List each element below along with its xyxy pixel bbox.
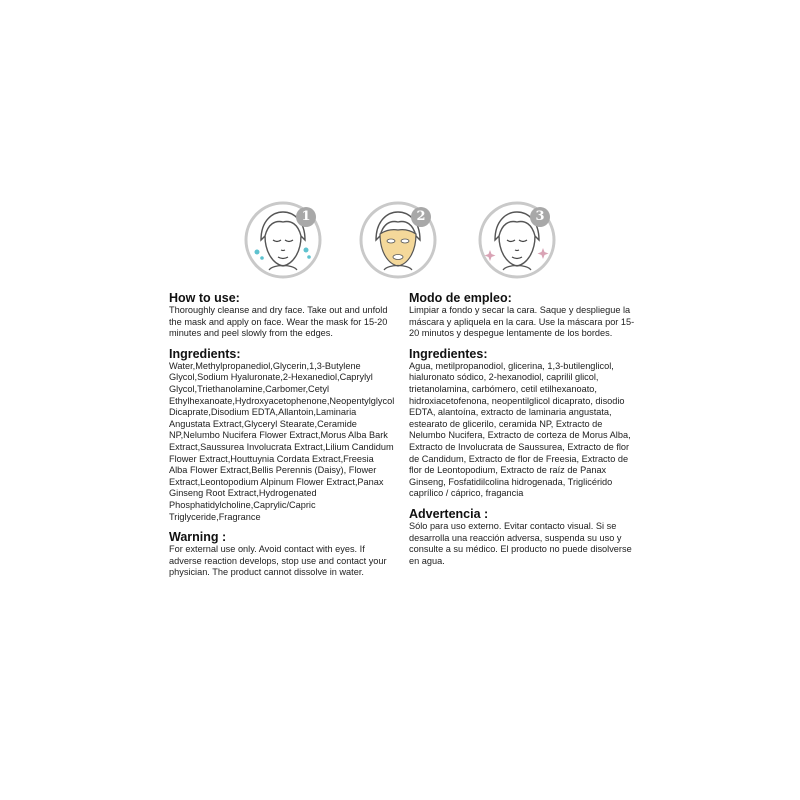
ingredientes-heading: Ingredientes: bbox=[409, 346, 488, 361]
ingredientes-section bbox=[409, 347, 639, 500]
modo-de-empleo-text: Limpiar a fondo y secar la cara. Saque y despliegue la máscara y apliquela en la cara. Use la máscara por 15-20 minutos y despegue lentamente de los bordes. bbox=[409, 305, 635, 339]
how-to-use-text: Thoroughly cleanse and dry face. Take out and unfold the mask and apply on face. Wear the mask for 15-20 minutes and peel slowly from the edges. bbox=[169, 305, 388, 339]
usage-steps bbox=[0, 200, 800, 280]
ingredientes-text: Agua, metilpropanodiol, glicerina, 1,3-butilenglicol, hialuronato sódico, 2-hexanodiol, caprilil glicol, trietanolamina, carbómero, cetil etilhexanoato, hidroxiacetofenona, neopentilglicol dicaprato, disodio EDTA, alantoína, extracto de laminaria angustata, estearato de glicerilo, ceramida NP, Extracto de Nelumbo Nucifera, Extracto de corteza de Morus Alba, Extracto de Involucrata de Saussurea, Extracto de flor de Candidum, Extracto de flor de Freesia, Extracto de flor de Leontopodium, Extracto de raíz de Panax Ginseng, Fosfatidilcolina hidrogenada, Triglicérido caprílico / cáprico, fragancia bbox=[409, 360, 631, 499]
how-to-use-section bbox=[169, 291, 394, 340]
step-2 bbox=[358, 200, 448, 280]
advertencia-heading: Advertencia : bbox=[409, 506, 489, 521]
warning-text: For external use only. Avoid contact with eyes. If adverse reaction develops, stop use and contact your physician. The product cannot dissolve in water. bbox=[169, 544, 387, 578]
advertencia-text: Sólo para uso externo. Evitar contacto visual. Si se desarrolla una reacción adversa, suspenda su uso y consulte a su médico. El producto no puede disolverse en agua. bbox=[409, 520, 632, 566]
step-number-badge: 1 bbox=[296, 207, 316, 227]
step-1 bbox=[243, 200, 333, 280]
ingredients-text: Water,Methylpropanediol,Glycerin,1,3-Butylene Glycol,Sodium Hyaluronate,2-Hexanediol,Caprylyl Glycol,Triethanolamine,Carbomer,Cetyl Ethylhexanoate,Hydroxyacetophenone,Neopentylglycol Dicaprate,Disodium EDTA,Allantoin,Laminaria Angustata Extract,Glyceryl Stearate,Ceramide NP,Nelumbo Nucifera Flower Extract,Morus Alba Bark Extract,Saussurea Involucrata Extract,Lilium Candidum Flower Extract,Houttuynia Cordata Extract,Freesia Alba Flower Extract,Bellis Perennis (Daisy), Flower Extract,Leontopodium Alpinum Flower Extract,Panax Ginseng Root Extract,Hydrogenated Phosphatidylcholine,Caprylic/Capric Triglyceride,Fragrance bbox=[169, 360, 395, 522]
step-3 bbox=[477, 200, 567, 280]
advertencia-section bbox=[409, 507, 639, 567]
modo-de-empleo-section bbox=[409, 291, 639, 340]
modo-de-empleo-heading: Modo de empleo: bbox=[409, 291, 512, 305]
how-to-use-heading: How to use: bbox=[169, 291, 240, 305]
ingredients-heading: Ingredients: bbox=[169, 346, 241, 361]
warning-heading: Warning : bbox=[169, 530, 227, 545]
ingredients-section bbox=[169, 347, 394, 523]
warning-section bbox=[169, 530, 394, 579]
spanish-column bbox=[409, 291, 639, 574]
english-column bbox=[169, 291, 394, 586]
step-number-badge: 2 bbox=[411, 207, 431, 227]
step-number-badge: 3 bbox=[530, 207, 550, 227]
